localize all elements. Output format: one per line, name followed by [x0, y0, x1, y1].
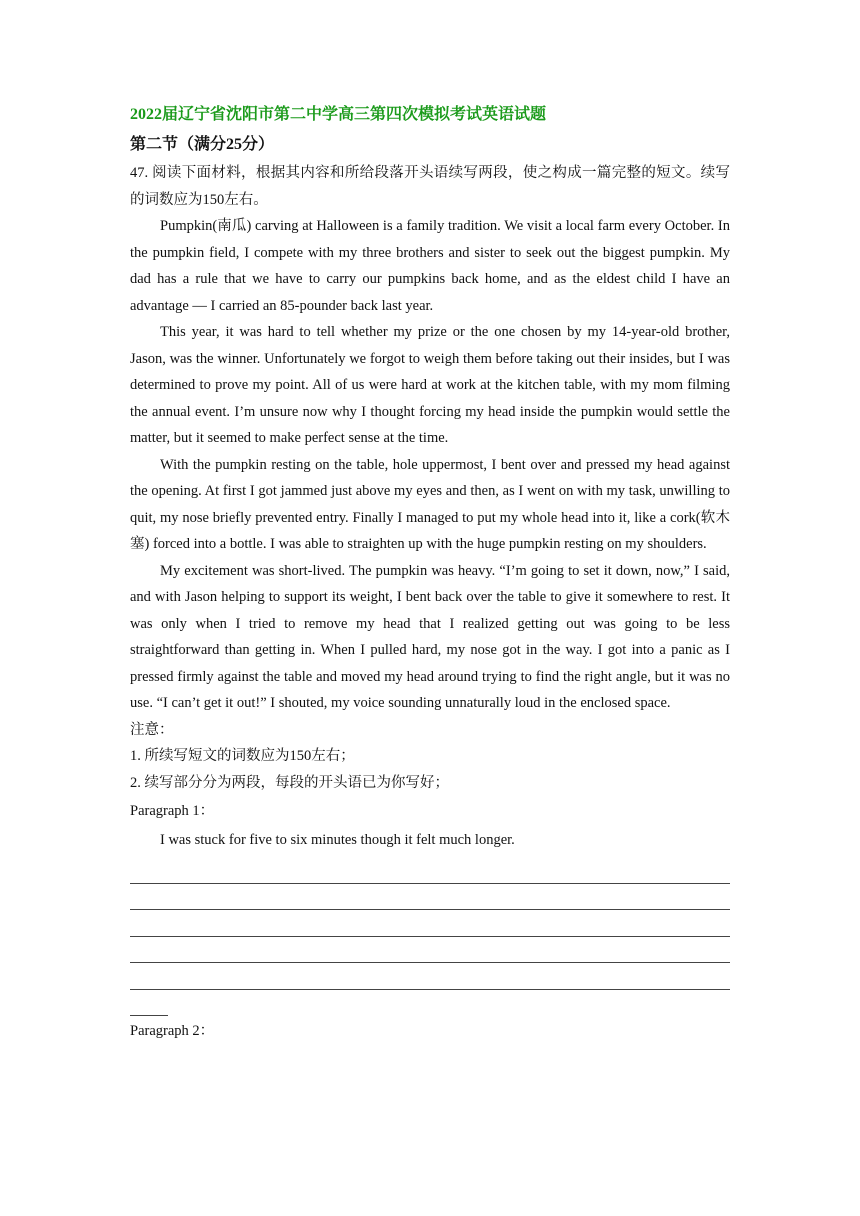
answer-lines-paragraph-1 — [130, 857, 730, 1016]
question-instruction: 47. 阅读下面材料，根据其内容和所给段落开头语续写两段，使之构成一篇完整的短文。续写的词数应为150左右。 — [130, 165, 730, 208]
answer-line[interactable] — [130, 884, 730, 911]
document-page — [130, 100, 730, 1045]
answer-line-short[interactable] — [130, 990, 168, 1017]
answer-line[interactable] — [130, 937, 730, 964]
note-item-2: 2. 续写部分分为两段，每段的开头语已为你写好； — [130, 774, 449, 791]
story-paragraph-1: Pumpkin(南瓜) carving at Halloween is a family tradition. We visit a local farm every October. In the pumpkin field, I compete with my three brothers and sister to seek out the biggest pumpkin. My dad has a rule that we have to carry our pumpkins back home, and as the eldest child I have an advantage — I carried an 85-pounder back last year. — [130, 218, 730, 314]
exam-title: 2022届辽宁省沈阳市第二中学高三第四次模拟考试英语试题 — [130, 106, 547, 123]
paragraph-2-label: Paragraph 2： — [130, 1023, 215, 1039]
paragraph-1-opening: I was stuck for five to six minutes though it felt much longer. — [160, 831, 515, 848]
note-item-1: 1. 所续写短文的词数应为150左右； — [130, 748, 355, 764]
story-paragraph-3: With the pumpkin resting on the table, hole uppermost, I bent over and pressed my head against the opening. At first I got jammed just above my eyes and then, as I went on with my task, unwilling to quit, my nose briefly prevented entry. Finally I managed to put my whole head into it, like a cork(软木塞) forced into a bottle. I was able to straighten up with the huge pumpkin resting on my shoulders. — [130, 456, 730, 552]
answer-line[interactable] — [130, 857, 730, 884]
answer-line[interactable] — [130, 910, 730, 937]
notes-label: 注意： — [130, 721, 174, 738]
section-heading: 第二节（满分25分） — [130, 136, 275, 153]
answer-line[interactable] — [130, 963, 730, 990]
story-paragraph-2: This year, it was hard to tell whether my prize or the one chosen by my 14-year-old brother, Jason, was the winner. Unfortunately we forgot to weigh them before taking out their insides, but I was determined to prove my point. All of us were hard at work at the kitchen table, with my mom filming the annual event. I’m unsure now why I thought forcing my head inside the pumpkin would settle the matter, but it seemed to make perfect sense at the time. — [130, 324, 730, 446]
story-paragraph-4: My excitement was short-lived. The pumpkin was heavy. “I’m going to set it down, now,” I said, and with Jason helping to support its weight, I bent back over the table to give it somewhere to rest. It was only when I tried to remove my head that I realized getting out was going to be less straightforward than getting in. When I pulled hard, my nose got in the way. I got into a panic as I pressed firmly against the table and moved my head around trying to find the right angle, but it was no use. “I can’t get it out!” I shouted, my voice sounding unnaturally loud in the enclosed space. — [130, 562, 730, 711]
paragraph-1-label: Paragraph 1： — [130, 803, 215, 819]
